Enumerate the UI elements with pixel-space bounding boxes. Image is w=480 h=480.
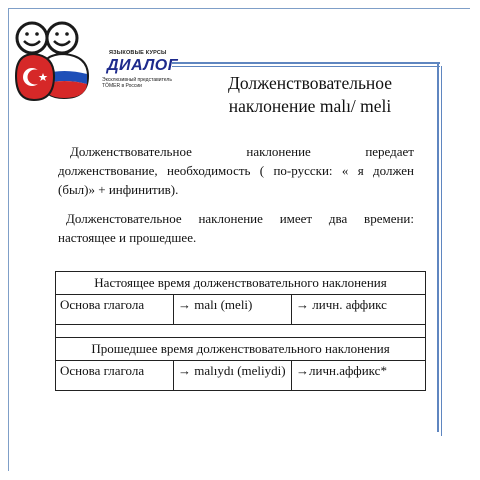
header-rule [172, 62, 440, 64]
slide-title-line-2: наклонение malı/ meli [228, 96, 392, 116]
paragraph-definition: Долженствовательное наклонение передает долженствование, необходимость ( по-русски: « я должен (был)» + инфинитив). [58, 144, 414, 197]
table-row-past-header [56, 338, 426, 361]
dialog-logo [12, 12, 177, 112]
table-row-spacer [56, 325, 426, 338]
past-affix-cell: →личн.аффикс* [292, 361, 426, 391]
present-stem-cell: Основа глагола [56, 295, 174, 325]
table-row-present-header [56, 272, 426, 295]
slide-title [190, 72, 430, 118]
present-affix-cell: → личн. аффикс [292, 295, 426, 325]
present-tense-header: Настоящее время долженствовательного наклонения [56, 272, 426, 295]
present-suffix-cell: → malı (meli) [174, 295, 292, 325]
mascot-faces-icon [12, 12, 107, 112]
slide-title-line-1: Долженствовательное [227, 73, 393, 93]
brand-name: ДИАЛОГ [107, 57, 179, 74]
table-row-past [56, 361, 426, 391]
brand-subtitle-line-1: Эксклюзивный представитель [102, 77, 172, 83]
brand-tagline: ЯЗЫКОВЫЕ КУРСЫ [109, 50, 167, 56]
past-tense-header: Прошедшее время долженствовательного наклонения [56, 338, 426, 361]
header-rule-inner [172, 66, 440, 67]
side-rule [437, 62, 439, 432]
grammar-table [55, 271, 426, 391]
spacer-cell [56, 325, 426, 338]
paragraph-tenses: Долженстовательное наклонение имеет два времени: настоящее и прошедшее. [58, 211, 414, 245]
brand-subtitle-line-2: TÖMER в России [102, 83, 142, 89]
past-stem-cell: Основа глагола [56, 361, 174, 391]
brand-subtitle [102, 77, 182, 89]
side-rule-inner [441, 66, 442, 436]
table-row-present [56, 295, 426, 325]
past-suffix-cell: → malıydı (meliydi) [174, 361, 292, 391]
